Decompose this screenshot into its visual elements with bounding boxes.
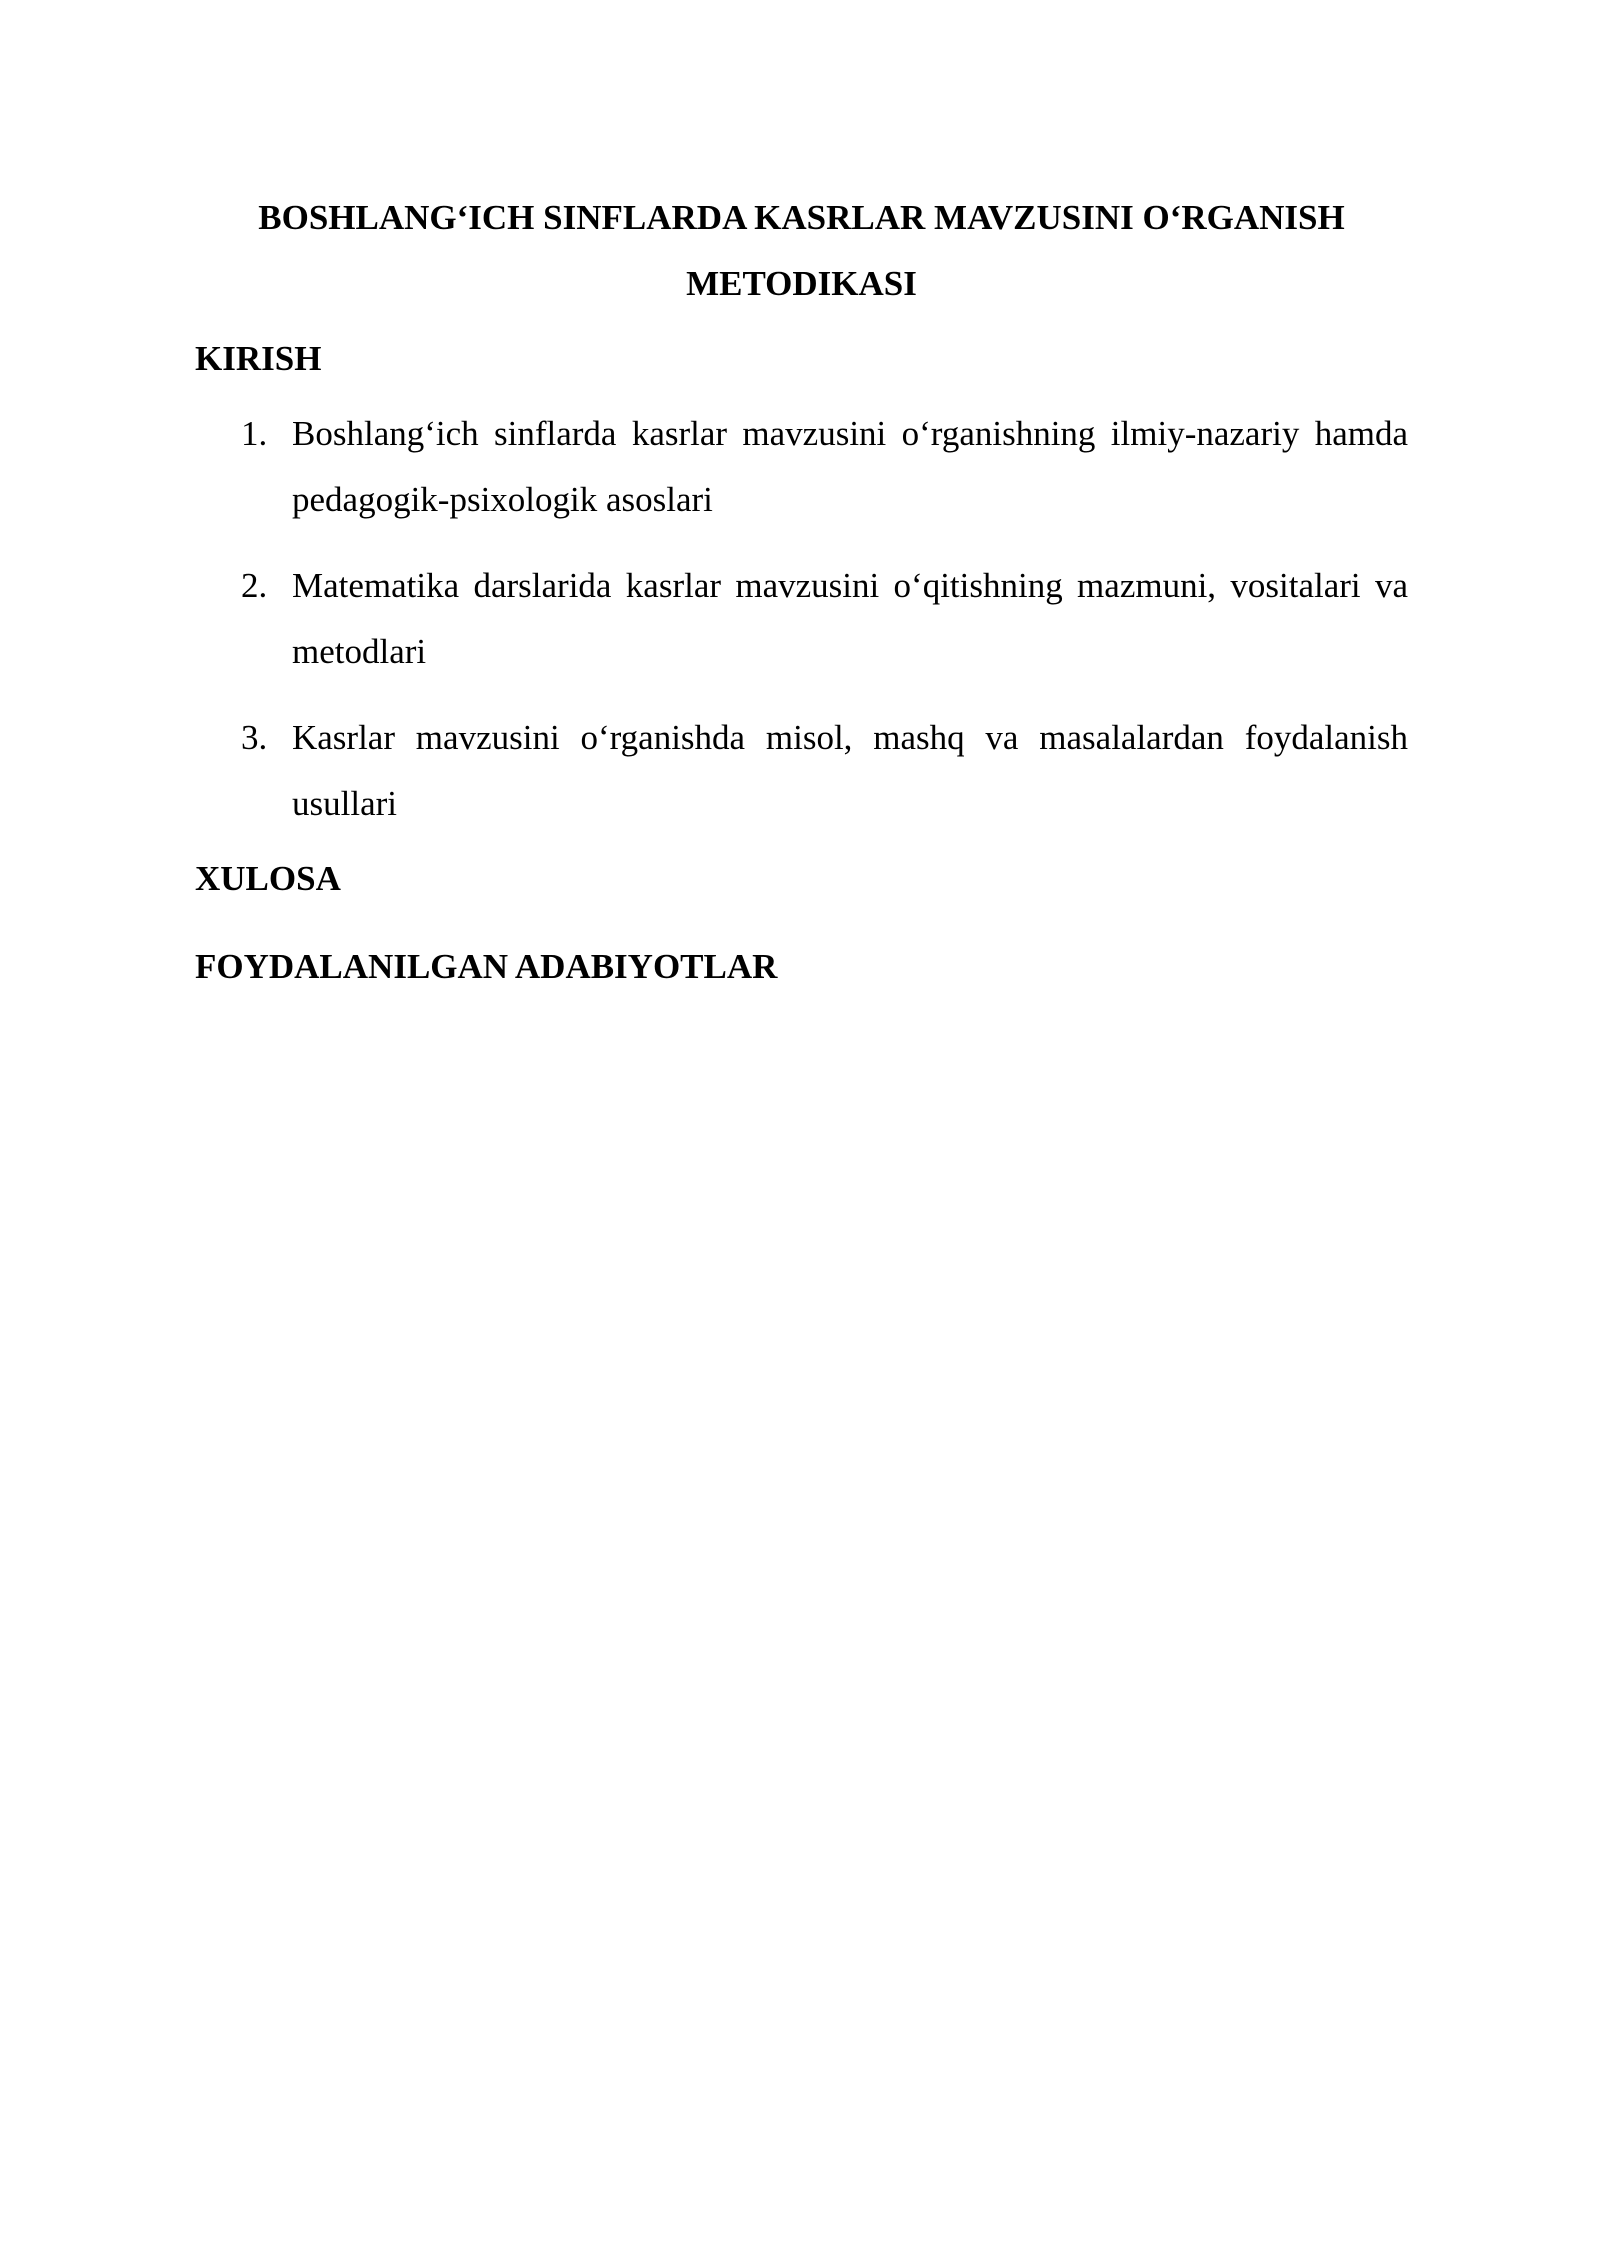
document-title-line-2: METODIKASI (686, 264, 917, 303)
list-item (195, 705, 1408, 837)
list-item-text: Matematika darslarida kasrlar mavzusini o‘qitishning mazmuni, vositalari va metodlari (292, 566, 1408, 671)
list-item-number: 1. (241, 414, 268, 453)
list-item-text: Kasrlar mavzusini o‘rganishda misol, mashq va masalalardan foydalanish usullari (292, 718, 1408, 823)
contents-list (195, 401, 1408, 837)
list-item-number: 2. (241, 566, 268, 605)
conclusion-heading: XULOSA (195, 859, 341, 898)
intro-heading: KIRISH (195, 339, 322, 378)
document-title (195, 185, 1408, 317)
list-item (195, 401, 1408, 533)
list-item-text: Boshlang‘ich sinflarda kasrlar mavzusini o‘rganishning ilmiy-nazariy hamda pedagogik-psixologik asoslari (292, 414, 1408, 519)
list-item-number: 3. (241, 718, 268, 757)
document-title-line-1: BOSHLANG‘ICH SINFLARDA KASRLAR MAVZUSINI O‘RGANISH (258, 198, 1345, 237)
references-heading: FOYDALANILGAN ADABIYOTLAR (195, 947, 778, 986)
document-content (195, 185, 1408, 989)
list-item (195, 553, 1408, 685)
